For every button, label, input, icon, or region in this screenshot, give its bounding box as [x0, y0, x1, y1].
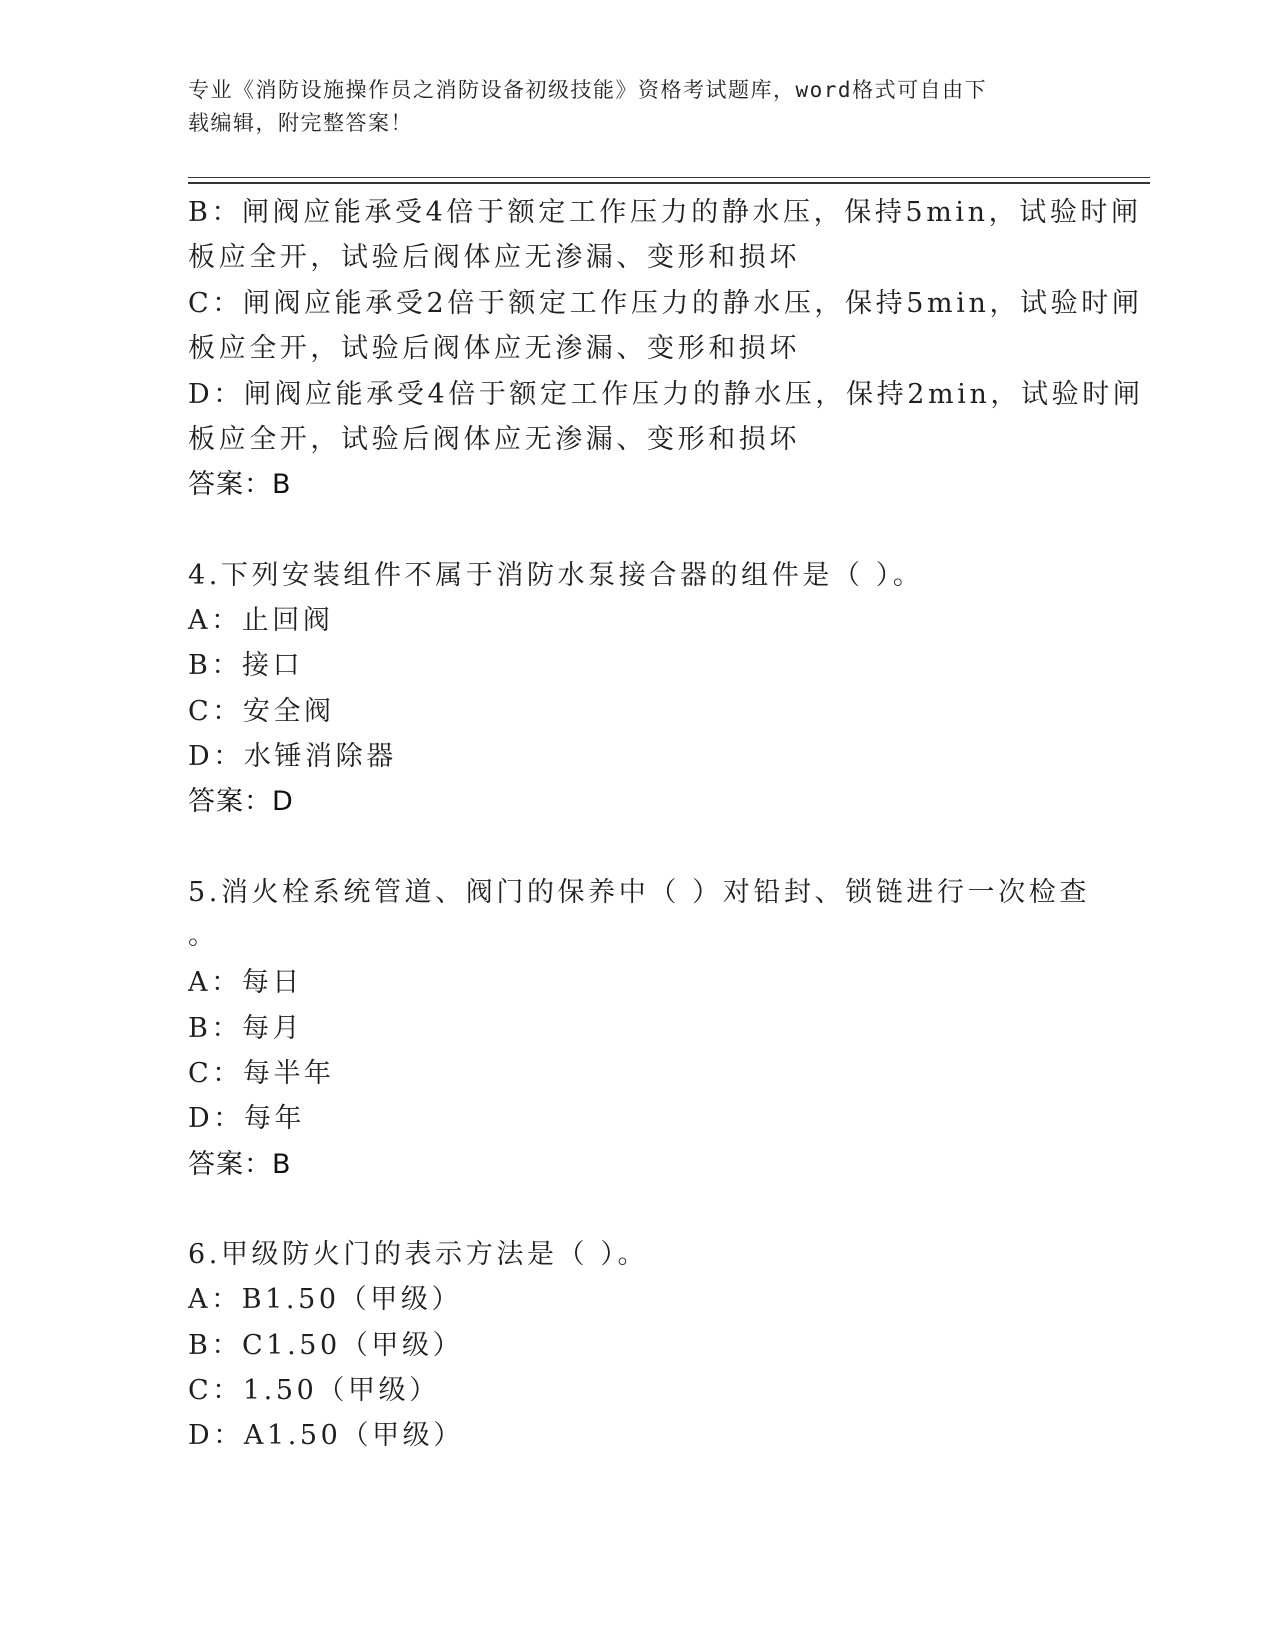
q4-answer: 答案：D — [188, 786, 294, 817]
header-divider-thick — [188, 182, 1150, 184]
header-line-1: 专业《消防设施操作员之消防设备初级技能》资格考试题库，word格式可自由下 — [188, 78, 988, 102]
q5-question-line-1: 5.消火栓系统管道、阀门的保养中（ ）对铅封、锁链进行一次检查 — [188, 877, 1090, 908]
q4-option-b: B：接口 — [188, 650, 304, 681]
document-header — [188, 74, 1068, 140]
q3-option-d-line-1: D：闸阀应能承受4倍于额定工作压力的静水压，保持2min，试验时闸 — [188, 379, 1144, 410]
q5-option-c: C：每半年 — [188, 1058, 335, 1089]
q5-answer: 答案：B — [188, 1149, 292, 1180]
q4-option-c: C：安全阀 — [188, 696, 335, 727]
q6-option-b: B：C1.50（甲级） — [188, 1330, 464, 1361]
q5-option-d: D：每年 — [188, 1103, 306, 1134]
q3-option-c-line-1: C：闸阀应能承受2倍于额定工作压力的静水压，保持5min，试验时闸 — [188, 288, 1143, 319]
q6-question: 6.甲级防火门的表示方法是（ ）。 — [188, 1239, 649, 1270]
header-line-2: 载编辑，附完整答案！ — [188, 111, 413, 135]
q5-question-line-2: 。 — [188, 920, 219, 951]
q5-option-a: A：每日 — [188, 967, 303, 998]
q3-option-b-line-1: B：闸阀应能承受4倍于额定工作压力的静水压，保持5min，试验时闸 — [188, 197, 1142, 228]
q3-option-d-line-2: 板应全开，试验后阀体应无渗漏、变形和损坏 — [188, 424, 800, 455]
q4-option-d: D：水锤消除器 — [188, 741, 397, 772]
q3-option-b-line-2: 板应全开，试验后阀体应无渗漏、变形和损坏 — [188, 242, 800, 273]
q3-option-c-line-2: 板应全开，试验后阀体应无渗漏、变形和损坏 — [188, 333, 800, 364]
q6-option-d: D：A1.50（甲级） — [188, 1420, 464, 1451]
q6-option-a: A：B1.50（甲级） — [188, 1284, 463, 1315]
q4-option-a: A：止回阀 — [188, 605, 334, 636]
q4-question: 4.下列安装组件不属于消防水泵接合器的组件是（ ）。 — [188, 560, 924, 591]
q6-option-c: C：1.50（甲级） — [188, 1375, 440, 1406]
header-divider-thin — [188, 177, 1150, 178]
q3-answer: 答案：B — [188, 469, 292, 500]
q5-option-b: B：每月 — [188, 1013, 304, 1044]
